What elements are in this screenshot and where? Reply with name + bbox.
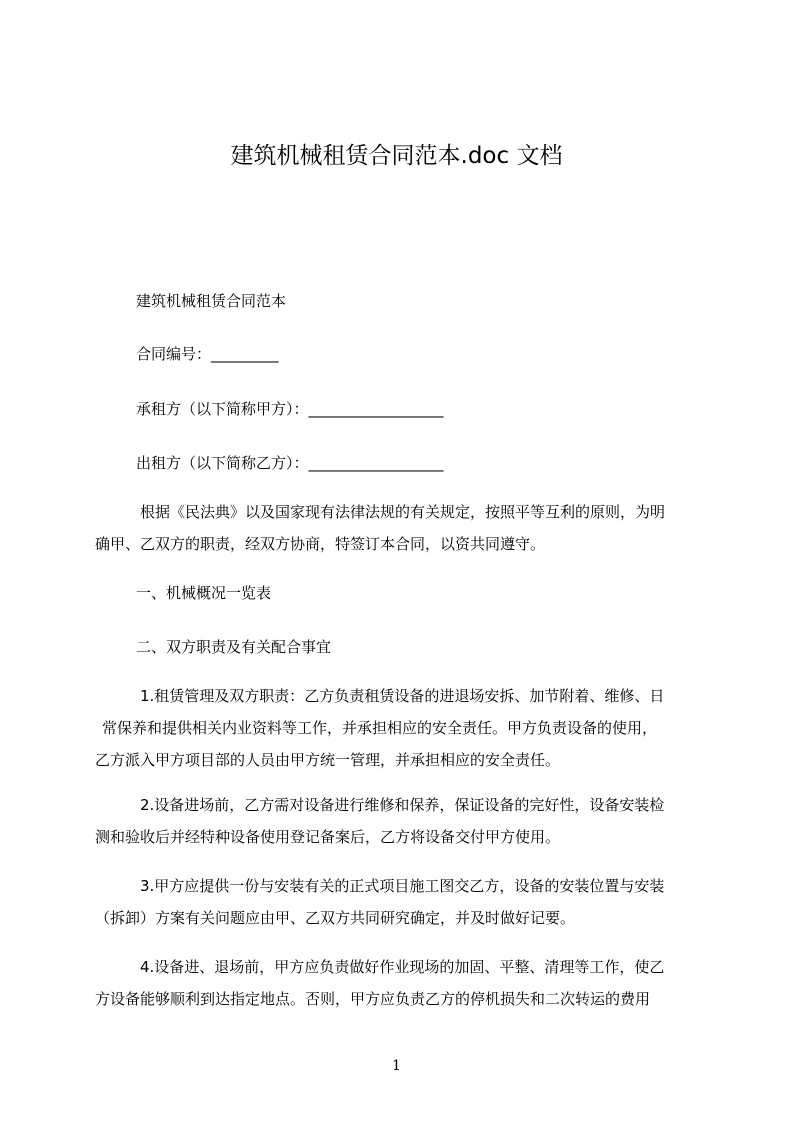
- preamble-paragraph: [95, 496, 705, 560]
- preamble-line: 确甲、乙双方的职责，经双方协商，特签订本合同，以资共同遵守。: [95, 535, 546, 553]
- section-1-heading: 一、机械概况一览表: [136, 584, 272, 602]
- clause-line: 1.租赁管理及双方职责：乙方负责租赁设备的进退场安拆、加节附着、维修、日: [140, 687, 665, 705]
- contract-subtitle: 建筑机械租赁合同范本: [136, 292, 287, 310]
- clause-1-paragraph: [95, 680, 705, 776]
- clause-line: 3.甲方应提供一份与安装有关的正式项目施工图交乙方，设备的安装位置与安装: [140, 877, 665, 895]
- clause-line: 4.设备进、退场前，甲方应负责做好作业现场的加固、平整、清理等工作，使乙: [140, 958, 665, 976]
- section-2-heading: 二、双方职责及有关配合事宜: [136, 638, 332, 656]
- clause-line: 方设备能够顺利到达指定地点。否则，甲方应负责乙方的停机损失和二次转运的费用: [95, 990, 651, 1008]
- clause-line: 常保养和提供相关内业资料等工作，并承担相应的安全责任。甲方负责设备的使用，: [102, 719, 658, 737]
- lessee-line: 承租方（以下简称甲方）：__________________: [136, 400, 444, 418]
- preamble-line: 根据《民法典》以及国家现有法律法规的有关规定，按照平等互利的原则，为明: [140, 503, 666, 521]
- page-number: 1: [392, 1058, 401, 1074]
- document-title: 建筑机械租赁合同范本.doc 文档: [230, 143, 563, 169]
- clause-line: （拆卸）方案有关问题应由甲、乙双方共同研究确定，并及时做好记要。: [95, 909, 576, 927]
- clause-line: 测和验收后并经特种设备使用登记备案后，乙方将设备交付甲方使用。: [95, 828, 561, 846]
- clause-line: 2.设备进场前，乙方需对设备进行维修和保养，保证设备的完好性，设备安装检: [140, 796, 665, 814]
- clause-3-paragraph: [95, 870, 705, 934]
- contract-number-line: 合同编号：_________: [136, 345, 279, 363]
- clause-4-paragraph: [95, 951, 705, 1015]
- clause-2-paragraph: [95, 789, 705, 853]
- lessor-line: 出租方（以下简称乙方）：__________________: [136, 454, 444, 472]
- clause-line: 乙方派入甲方项目部的人员由甲方统一管理，并承担相应的安全责任。: [95, 751, 561, 769]
